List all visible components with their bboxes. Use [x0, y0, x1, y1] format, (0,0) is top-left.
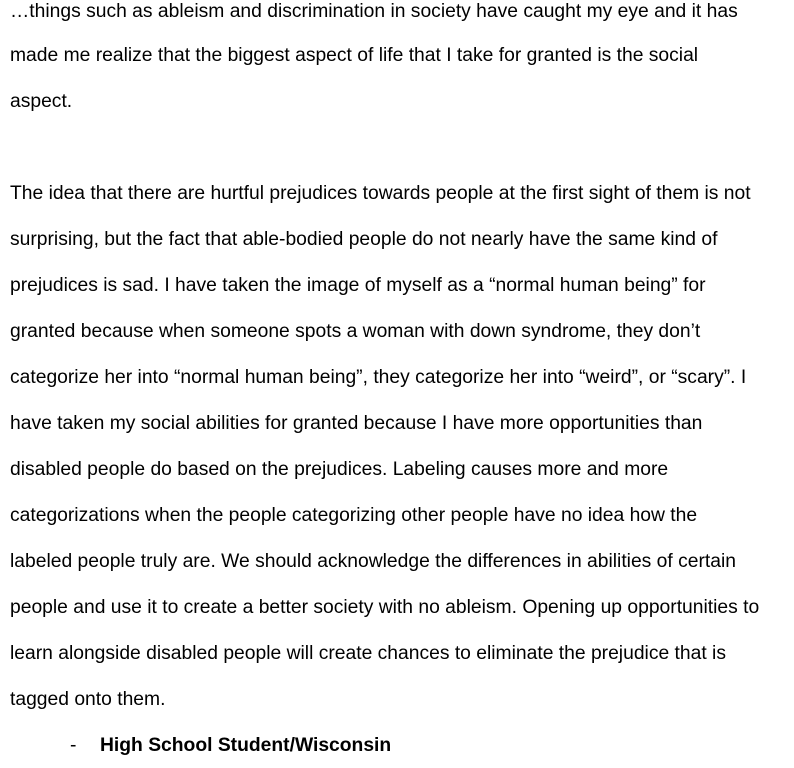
text-line: labeled people truly are. We should acknowledge the differences in abilities of certain [10, 551, 736, 572]
text-line: The idea that there are hurtful prejudices towards people at the first sight of them is not [10, 183, 751, 204]
text-line: …things such as ableism and discrimination in society have caught my eye and it has [10, 1, 738, 22]
text-line: categorize her into “normal human being”, they categorize her into “weird”, or “scary”. I [10, 367, 747, 388]
text-line: made me realize that the biggest aspect of life that I take for granted is the social [10, 45, 699, 66]
text-line: surprising, but the fact that able-bodied people do not nearly have the same kind of [10, 229, 718, 250]
text-line: tagged onto them. [10, 689, 166, 710]
signature-text: High School Student/Wisconsin [100, 735, 392, 756]
text-line: disabled people do based on the prejudices. Labeling causes more and more [10, 459, 669, 480]
text-line: people and use it to create a better society with no ableism. Opening up opportunities to [10, 597, 760, 618]
text-line: granted because when someone spots a woman with down syndrome, they don’t [10, 321, 701, 342]
text-line: learn alongside disabled people will create chances to eliminate the prejudice that is [10, 643, 726, 664]
text-line: prejudices is sad. I have taken the image of myself as a “normal human being” for [10, 275, 706, 296]
text-line: aspect. [10, 91, 73, 112]
text-line: categorizations when the people categorizing other people have no idea how the [10, 505, 698, 526]
signature-dash: - [70, 735, 77, 756]
text-line: have taken my social abilities for granted because I have more opportunities than [10, 413, 703, 434]
signature-line [70, 734, 391, 758]
